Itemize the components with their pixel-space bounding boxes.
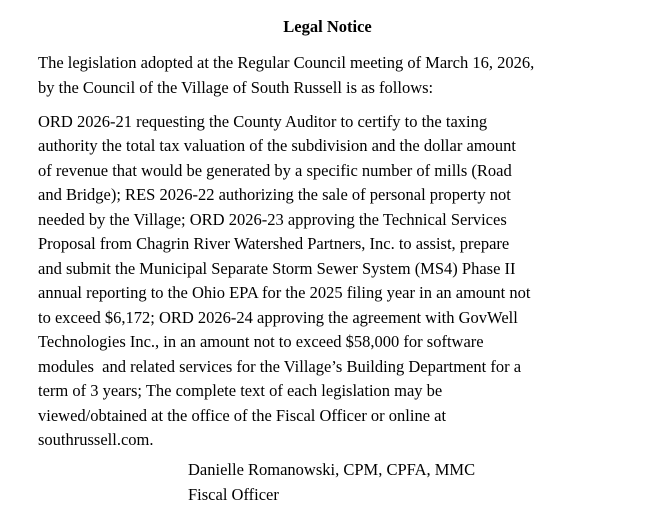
body-line: modules and related services for the Village’s Building Department for a (38, 356, 522, 376)
body-line: viewed/obtained at the office of the Fiscal Officer or online at (38, 405, 447, 425)
intro-line: The legislation adopted at the Regular Council meeting of March 16, 2026, (38, 53, 535, 72)
body-line: southrussell.com. (38, 430, 154, 449)
body-line: authority the total tax valuation of the subdivision and the dollar amount (38, 136, 516, 155)
signature-role: Fiscal Officer (188, 484, 279, 504)
intro-line: by the Council of the Village of South Russell is as follows: (38, 77, 434, 97)
legislation-paragraph (38, 110, 617, 453)
body-line: of revenue that would be generated by a specific number of mills (Road (38, 160, 512, 180)
signature-name: Danielle Romanowski, CPM, CPFA, MMC (188, 460, 476, 479)
intro-paragraph (38, 51, 617, 100)
body-line: and Bridge); RES 2026-22 authorizing the sale of personal property not (38, 185, 511, 204)
body-line: Technologies Inc., in an amount not to exceed $58,000 for software (38, 332, 484, 351)
body-line: and submit the Municipal Separate Storm Sewer System (MS4) Phase II (38, 258, 516, 278)
body-line: ORD 2026-21 requesting the County Auditor to certify to the taxing (38, 111, 488, 131)
body-line: needed by the Village; ORD 2026-23 approving the Technical Services (38, 209, 507, 229)
document-title: Legal Notice (283, 17, 372, 36)
body-line: Proposal from Chagrin River Watershed Partners, Inc. to assist, prepare (38, 234, 510, 253)
body-line: annual reporting to the Ohio EPA for the 2025 filing year in an amount not (38, 283, 531, 302)
body-line: term of 3 years; The complete text of each legislation may be (38, 381, 443, 400)
signature-block (188, 458, 617, 507)
body-line: to exceed $6,172; ORD 2026-24 approving the agreement with GovWell (38, 307, 518, 327)
